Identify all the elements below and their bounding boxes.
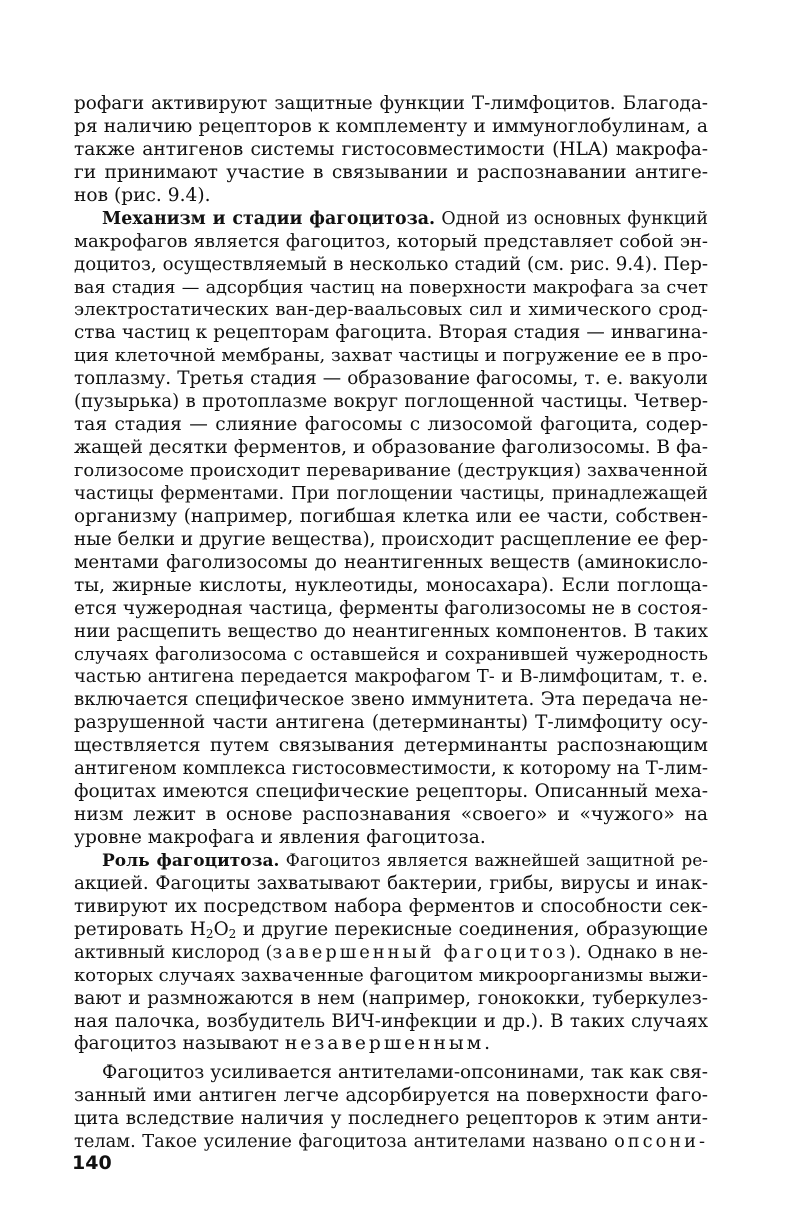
subscript: 2 [205,926,214,941]
text-line: разрушенной части антигена (детерминанты) Т-лимфоциту осу- [74,712,708,734]
section-heading-mechanism: Механизм и стадии фагоцитоза. [102,208,436,229]
text-line: голизосоме происходит переваривание (деструкция) захваченной [74,460,708,481]
text-line: ция клеточной мембраны, захват частицы и погружение ее в про- [74,345,708,367]
spaced-term: завершенный фагоцитоз [272,941,569,963]
text-line: ществляется путем связывания детерминанты распознающим [74,735,708,757]
spaced-term: незавершенным [284,1033,485,1055]
text-line: ты, жирные кислоты, нуклеотиды, моносахара). Если поглоща- [74,574,708,596]
text-line: организму (например, погибшая клетка или ее части, собствен- [74,505,708,527]
spaced-term: опсони- [614,1131,708,1153]
text-line: частью антигена передается макрофагом Т- и В-лимфоцитам, т. е. [74,666,708,688]
page-body-text [74,93,708,1154]
text-run: и другие перекисные соединения, образующие [236,918,708,940]
text-line: уровне макрофага и явления фагоцитоза. [74,827,486,848]
text-line: которых случаях захваченные фагоцитом микроорганизмы выжи- [74,964,708,986]
text-line: ется чужеродная частица, ферменты фаголизосомы не в состоя- [74,597,708,619]
text-line: вают и размножаются в нем (например, гонококки, туберкулез- [74,987,708,1009]
text-line: ря наличию рецепторов к комплементу и иммуноглобулинам, а [74,115,708,137]
text-line: цита вследствие наличия у последнего рецепторов к этим анти- [74,1108,708,1130]
text-line: занный ими антиген легче адсорбируется на поверхности фаго- [74,1085,708,1107]
text-run: фагоцитоз называют [74,1033,285,1055]
text-line: включается специфическое звено иммунитета. Эта передача не- [74,689,708,711]
text-line: доцитоз, осуществляемый в несколько стадий (см. рис. 9.4). Пер- [74,253,708,275]
text-run: . [484,1033,491,1055]
text-run: Одной из основных функций [435,208,708,229]
text-line: ная палочка, возбудитель ВИЧ-инфекции и др.). В таких случаях [74,1010,708,1032]
text-line-formula [74,919,708,942]
text-line: электростатических ван-дер-ваальсовых сил и химического срод- [74,299,708,321]
page-number: 140 [72,1152,112,1174]
text-line: антигеном комплекса гистосовместимости, к которому на Т-лим- [74,758,708,780]
text-line [74,942,708,965]
text-line: рофаги активируют защитные функции Т-лимфоцитов. Благода- [74,93,708,114]
subscript: 2 [228,926,237,941]
text-line: акцией. Фагоциты захватывают бактерии, грибы, вирусы и инак- [74,872,708,894]
text-run: ). Однако в не- [568,941,708,963]
text-run: активный кислород ( [74,941,273,963]
text-line: низм лежит в основе распознавания «своего» и «чужого» на [74,804,708,826]
text-line: тая стадия — слияние фагосомы с лизосомой фагоцита, содер- [74,414,708,436]
text-line: топлазму. Третья стадия — образование фагосомы, т. е. вакуоли [74,368,708,390]
text-run: Фагоцитоз является важнейшей защитной ре- [279,850,708,871]
text-line: нов (рис. 9.4). [74,184,211,206]
text-line: нии расщепить вещество до неантигенных компонентов. В таких [74,620,708,642]
text-run: телам. Такое усиление фагоцитоза антителами названо [74,1131,615,1153]
text-line: макрофагов является фагоцитоз, который представляет собой эн- [74,230,708,252]
text-line: вая стадия — адсорбция частиц на поверхности макрофага за счет [74,277,708,298]
text-line [74,1033,708,1056]
text-line: частицы ферментами. При поглощении частицы, принадлежащей [74,482,708,504]
paragraph-role-first-line [74,850,708,873]
text-run: ретировать H [74,918,206,940]
text-line: ментами фаголизосомы до неантигенных веществ (аминокисло- [74,551,708,573]
text-line: случаях фаголизосома с оставшейся и сохранившей чужеродность [74,644,708,665]
text-line: жащей десятки ферментов, и образование фаголизосомы. В фа- [74,437,708,459]
text-line: фоцитах имеются специфические рецепторы. Описанный меха- [74,781,708,803]
section-heading-role: Роль фагоцитоза. [102,850,280,871]
text-line: ги принимают участие в связывании и распознавании антиге- [74,161,708,183]
text-run: O [213,918,229,940]
text-line: (пузырька) в протоплазме вокруг поглощенной частицы. Четвер- [74,391,708,413]
text-line: ные белки и другие вещества), происходит расщепление ее фер- [74,528,708,550]
text-line: также антигенов системы гистосовместимости (HLA) макрофа- [74,138,708,160]
text-line: Фагоцитоз усиливается антителами-опсонинами, так как свя- [102,1062,708,1084]
text-line [74,1131,708,1154]
paragraph-mechanism-first-line [74,208,708,231]
text-line: ства частиц к рецепторам фагоцита. Вторая стадия — инвагина- [74,322,708,344]
text-line: тивируют их посредством набора ферментов и способности сек- [74,895,708,917]
